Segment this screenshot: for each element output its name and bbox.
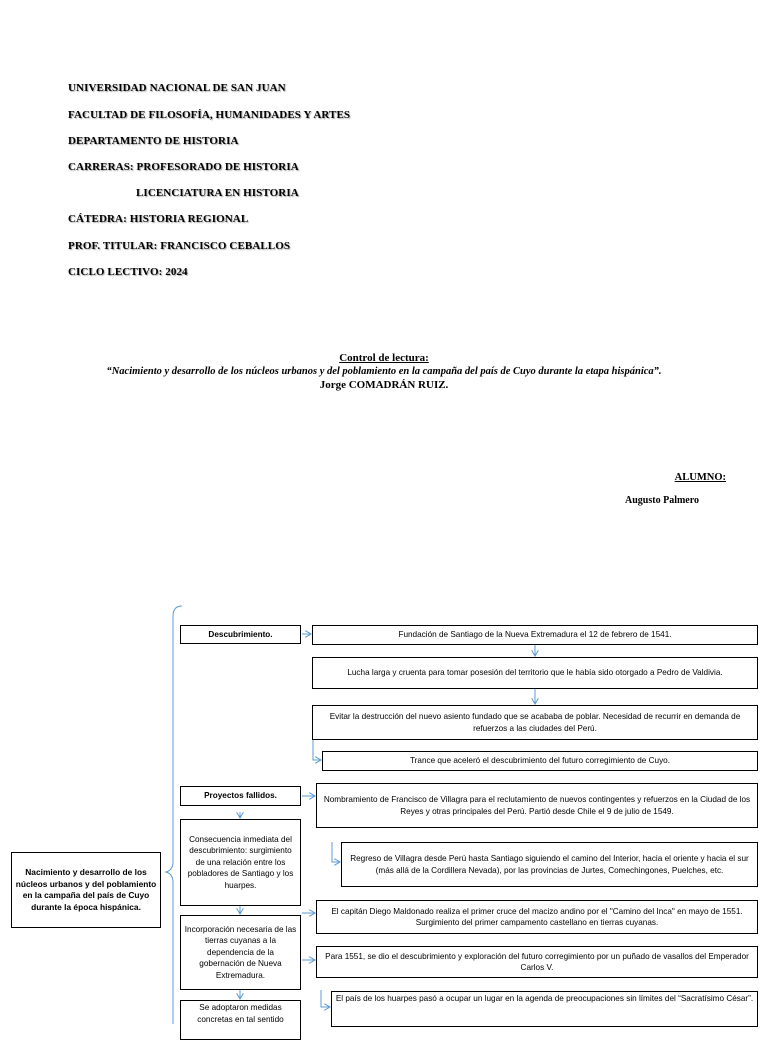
header-university: UNIVERSIDAD NACIONAL DE SAN JUAN xyxy=(68,82,286,94)
header-careers: CARRERAS: PROFESORADO DE HISTORIA xyxy=(68,161,299,173)
header-professor: PROF. TITULAR: FRANCISCO CEBALLOS xyxy=(68,240,291,252)
right-box-1551: Para 1551, se dio el descubrimiento y exploración del futuro corregimiento por un puñado de vasallos del Emperador Carlos V. xyxy=(316,946,758,978)
student-name: Augusto Palmero xyxy=(625,495,699,506)
student-label: ALUMNO: xyxy=(674,472,726,483)
header-faculty: FACULTAD DE FILOSOFÍA, HUMANIDADES Y ARTES xyxy=(68,109,351,121)
mid-box-medidas: Se adoptaron medidas concretas en tal sentido xyxy=(180,1000,301,1040)
doc-title-work: “Nacimiento y desarrollo de los núcleos urbanos y del poblamiento en la campaña del país de Cuyo durante la etapa hispánica”. xyxy=(106,366,662,377)
mid-box-consecuencia: Consecuencia inmediata del descubrimiento: surgimiento de una relación entre los pobladores de Santiago y los huarpes. xyxy=(180,819,301,906)
right-box-huarpes: El país de los huarpes pasó a ocupar un lugar en la agenda de preocupaciones sin límites del “Sacratísimo César”. xyxy=(331,991,758,1027)
mid-box-incorporacion: Incorporación necesaria de las tierras cuyanas a la dependencia de la gobernación de Nueva Extremadura. xyxy=(180,915,301,990)
header-careers-2: LICENCIATURA EN HISTORIA xyxy=(136,187,299,199)
mid-box-descubrimiento: Descubrimiento. xyxy=(180,625,301,644)
header-course: CÁTEDRA: HISTORIA REGIONAL xyxy=(68,213,249,225)
right-box-fundacion: Fundación de Santiago de la Nueva Extremadura el 12 de febrero de 1541. xyxy=(312,625,758,645)
header-department: DEPARTAMENTO DE HISTORIA xyxy=(68,135,239,147)
diagram-root-box: Nacimiento y desarrollo de los núcleos urbanos y del poblamiento en la campaña del país de Cuyo durante la época hispánica. xyxy=(11,852,161,928)
doc-title-author: Jorge COMADRÁN RUIZ. xyxy=(319,379,449,391)
header-year: CICLO LECTIVO: 2024 xyxy=(68,266,188,278)
right-box-lucha: Lucha larga y cruenta para tomar posesión del territorio que le había sido otorgado a Pedro de Valdivia. xyxy=(312,657,758,689)
doc-title-label: Control de lectura: xyxy=(339,352,429,364)
right-box-evitar: Evitar la destrucción del nuevo asiento fundado que se acababa de poblar. Necesidad de recurrir en demanda de refuerzos a las ciudades del Perú. xyxy=(312,705,758,740)
right-box-maldonado: El capitán Diego Maldonado realiza el primer cruce del macizo andino por el "Camino del Inca" en mayo de 1551. Surgimiento del primer campamento castellano en tierras cuyanas. xyxy=(316,900,758,934)
right-box-villagra: Nombramiento de Francisco de Villagra para el reclutamiento de nuevos contingentes y refuerzos en la Ciudad de los Reyes y otras principales del Perú. Partió desde Chile el 9 de julio de 1549. xyxy=(316,783,758,828)
right-box-trance: Trance que aceleró el descubrimiento del futuro corregimiento de Cuyo. xyxy=(322,751,758,771)
right-box-regreso: Regreso de Villagra desde Perú hasta Santiago siguiendo el camino del Interior, hacia el oriente y hacia el sur (más allá de la Cordillera Nevada), por las provincias de Jurtes, Comechingones, Puelches, etc. xyxy=(341,842,758,887)
mid-box-proyectos: Proyectos fallidos. xyxy=(180,786,301,806)
